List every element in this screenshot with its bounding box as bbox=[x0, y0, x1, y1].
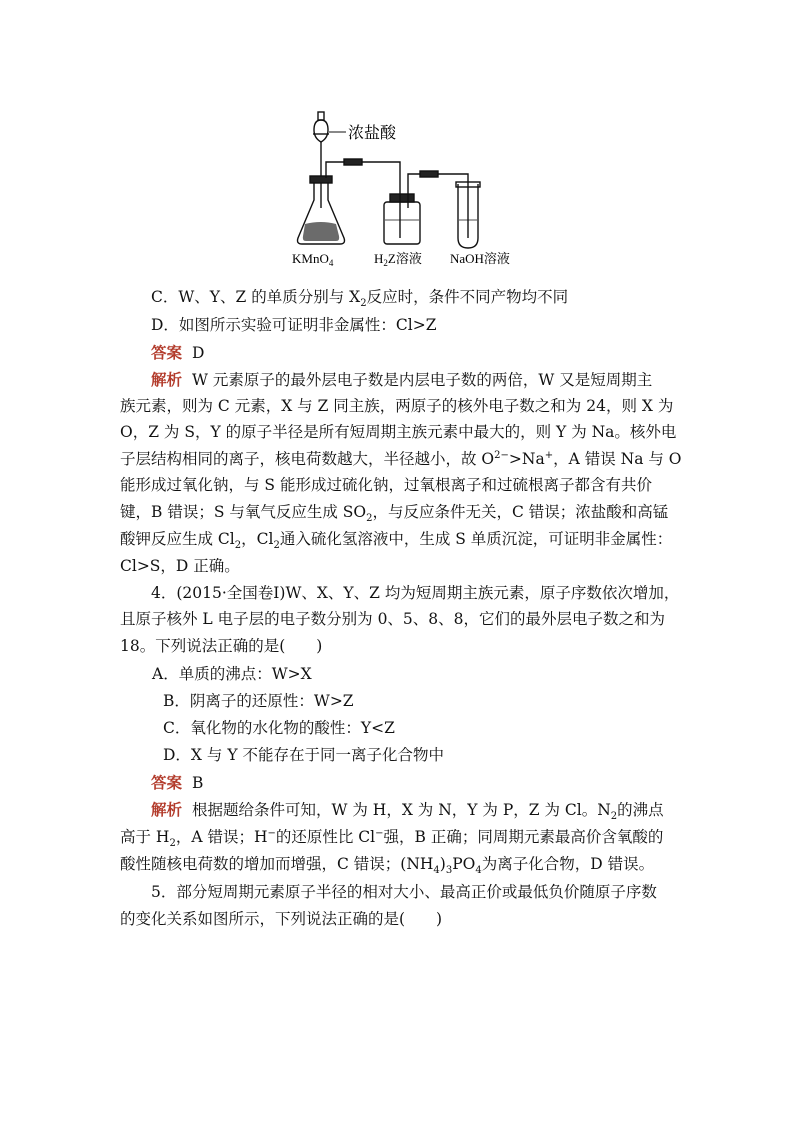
q4-option-c: C．氧化物的水化物的酸性：Y<Z bbox=[163, 719, 395, 737]
wash-bottle bbox=[384, 202, 420, 244]
bottle-stopper bbox=[390, 194, 414, 202]
q4-stem-line: 且原子核外 L 电子层的电子数分别为 0、5、8、8，它们的最外层电子数之和为 bbox=[120, 610, 666, 628]
q3-analysis-line: 子层结构相同的离子，核电荷数越大，半径越小，故 $O^{2-}>Na^+$，A 错误 Na 与 O bbox=[120, 449, 682, 468]
bottle-label: $H_2Z$溶液 bbox=[374, 251, 422, 268]
rubber-joint-2 bbox=[344, 159, 362, 165]
analysis-tag: 解析 bbox=[151, 800, 183, 819]
q4-answer: 答案 B bbox=[151, 773, 204, 792]
apparatus-diagram bbox=[288, 108, 542, 268]
flask-label: KMnO$_4$ bbox=[292, 251, 334, 268]
q4-option-d: D．X 与 Y 不能存在于同一离子化合物中 bbox=[163, 746, 444, 764]
funnel-bulb bbox=[314, 120, 328, 142]
q4-stem-line: 18。下列说法正确的是( ) bbox=[120, 637, 323, 655]
q3-analysis-line: 酸钾反应生成 $Cl_2$，$Cl_2$通入硫化氢溶液中，生成 S 单质沉淀，可证明非金属性： bbox=[120, 530, 673, 552]
q3-analysis-line: O，Z 为 S，Y 的原子半径是所有短周期主族元素中最大的，则 Y 为 Na。核外电 bbox=[120, 423, 677, 441]
q3-option-c: C．W、Y、Z 的单质分别与 $X_2$反应时，条件不同产物均不同 bbox=[151, 288, 569, 310]
rubber-joint-1 bbox=[420, 171, 438, 177]
analysis-tag: 解析 bbox=[151, 370, 183, 389]
tube-label: NaOH溶液 bbox=[450, 251, 510, 266]
q4-option-b: B．阴离子的还原性：W>Z bbox=[163, 692, 354, 710]
q3-analysis-line: Cl>S，D 正确。 bbox=[120, 557, 240, 575]
q3-analysis-line: 解析 W 元素原子的最外层电子数是内层电子数的两倍，W 又是短周期主 bbox=[151, 370, 653, 389]
q5-stem-line: 的变化关系如图所示，下列说法正确的是( ) bbox=[120, 910, 443, 928]
apparatus-figure bbox=[288, 108, 542, 268]
answer-tag: 答案 bbox=[151, 773, 183, 792]
funnel-stopper bbox=[318, 112, 324, 120]
q4-stem-line: 4．(2015·全国卷Ⅰ)W、X、Y、Z 均为短周期主族元素，原子序数依次增加， bbox=[151, 584, 680, 602]
q3-answer: 答案 D bbox=[151, 343, 205, 362]
delivery-tube-2 bbox=[408, 174, 468, 238]
q3-option-d: D．如图所示实验可证明非金属性：Cl>Z bbox=[151, 316, 437, 334]
answer-tag: 答案 bbox=[151, 343, 183, 362]
q4-analysis-line: 高于 $H_2$，A 错误；H−的还原性比 Cl−强，B 正确；同周期元素最高价含氧酸的 bbox=[120, 827, 664, 850]
q3-analysis-line: 族元素，则为 C 元素，X 与 Z 同主族，两原子的核外电子数之和为 24，则 X 为 bbox=[120, 397, 674, 415]
q4-option-a: A．单质的沸点：W>X bbox=[152, 665, 312, 683]
flask-stopper bbox=[310, 176, 332, 183]
q5-stem-line: 5．部分短周期元素原子半径的相对大小、最高正价或最低负价随原子序数 bbox=[151, 883, 657, 901]
q4-analysis-line: 酸性随核电荷数的增加而增强，C 错误；$(NH_4)_3PO_4$为离子化合物，D 错误。 bbox=[120, 855, 655, 877]
q3-analysis-line: 键，B 错误；S 与氧气反应生成 $SO_2$，与反应条件无关，C 错误；浓盐酸和高锰 bbox=[120, 503, 669, 525]
q3-analysis-line: 能形成过氧化钠，与 S 能形成过硫化钠，过氧根离子和过硫根离子都含有共价 bbox=[120, 476, 652, 494]
flask-content bbox=[303, 222, 339, 241]
delivery-tube-1 bbox=[326, 162, 400, 196]
q4-analysis-line: 解析 根据题给条件可知，W 为 H，X 为 N，Y 为 P，Z 为 Cl。$N_2$的沸点 bbox=[151, 800, 664, 823]
reagent-label: 浓盐酸 bbox=[348, 123, 397, 142]
